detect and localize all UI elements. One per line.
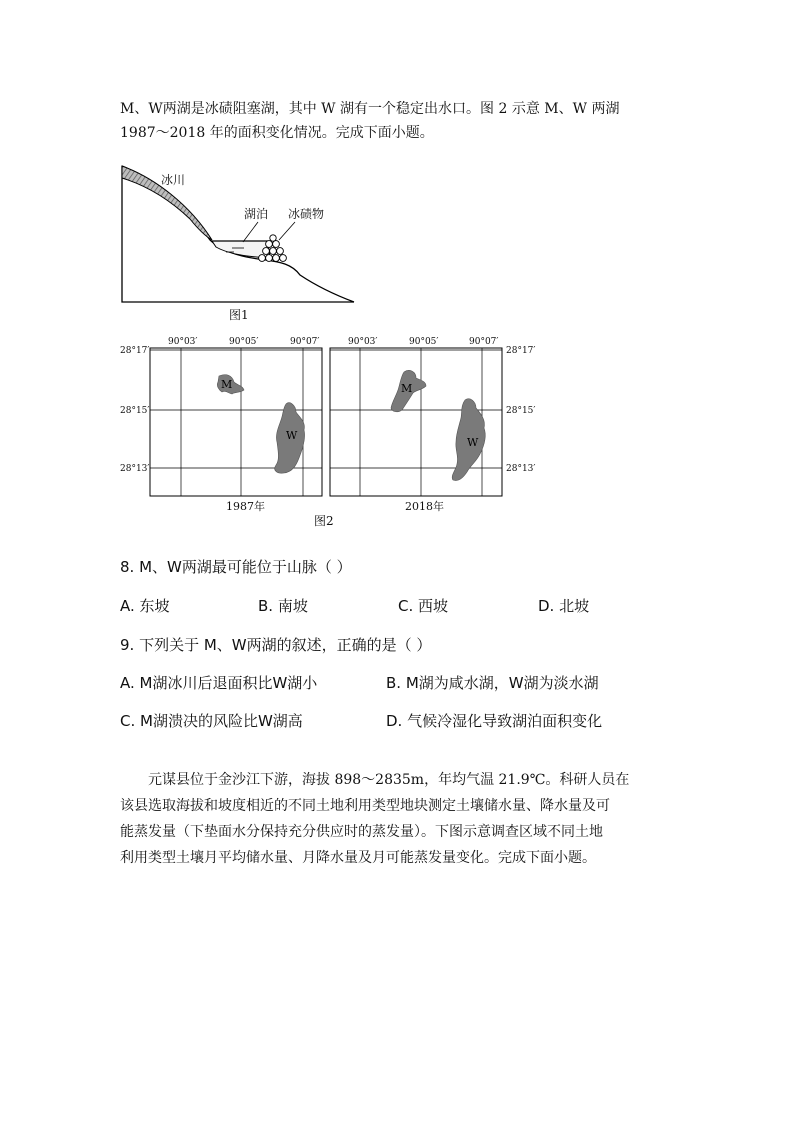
intro2-line-2: 该县选取海拔和坡度相近的不同土地利用类型地块测定土壤储水量、降水量及可	[120, 798, 610, 814]
q9-option-b[interactable]: B. M湖为咸水湖，W湖为淡水湖	[386, 674, 599, 692]
q8-option-d[interactable]: D. 北坡	[538, 597, 590, 615]
figure-1-caption: 图1	[229, 308, 249, 322]
tick-lon-1-left: 90°03′	[168, 337, 198, 347]
q9-option-d[interactable]: D. 气候冷湿化导致湖泊面积变化	[386, 712, 603, 730]
q8-option-b[interactable]: B. 南坡	[258, 597, 308, 615]
tick-lon-3-left: 90°07′	[290, 337, 320, 347]
figure-2-caption: 图2	[314, 514, 334, 528]
intro2-line-1: 元谋县位于金沙江下游，海拔 898～2835m，年均气温 21.9℃。科研人员在	[148, 772, 630, 788]
tick-lat-3-right: 28°13′	[506, 464, 536, 474]
intro-line-1: M、W两湖是冰碛阻塞湖，其中 W 湖有一个稳定出水口。图 2 示意 M、W 两湖	[120, 101, 620, 117]
label-lake: 湖泊	[244, 207, 269, 221]
q8-option-a[interactable]: A. 东坡	[120, 597, 170, 615]
tick-lon-2-right: 90°05′	[409, 337, 439, 347]
figure-2	[0, 330, 794, 535]
intro2-line-3: 能蒸发量（下垫面水分保持充分供应时的蒸发量）。下图示意调查区域不同土地	[120, 824, 603, 840]
question-9-stem: 9. 下列关于 M、W两湖的叙述，正确的是（ ）	[120, 636, 432, 654]
tick-lon-2-left: 90°05′	[229, 337, 259, 347]
q9-option-a[interactable]: A. M湖冰川后退面积比W湖小	[120, 674, 318, 692]
year-label-1987: 1987年	[226, 500, 265, 513]
intro2-line-4: 利用类型土壤月平均储水量、月降水量及月可能蒸发量变化。完成下面小题。	[120, 850, 596, 866]
label-m-2018: M	[401, 382, 413, 395]
map-panel-2018	[330, 337, 535, 513]
figure-1	[0, 0, 794, 330]
tick-lon-1-right: 90°03′	[348, 337, 378, 347]
tick-lat-1-left: 28°17′	[120, 346, 150, 356]
label-w-1987: W	[286, 429, 298, 442]
tick-lat-1-right: 28°17′	[506, 346, 536, 356]
question-8-stem: 8. M、W两湖最可能位于山脉（ ）	[120, 558, 352, 576]
q9-option-c[interactable]: C. M湖溃决的风险比W湖高	[120, 712, 303, 730]
label-m-1987: M	[221, 378, 233, 391]
q8-option-c[interactable]: C. 西坡	[398, 597, 449, 615]
label-moraine: 冰碛物	[288, 207, 325, 221]
label-w-2018: W	[467, 436, 479, 449]
tick-lon-3-right: 90°07′	[469, 337, 499, 347]
tick-lat-2-left: 28°15′	[120, 406, 150, 416]
map-panel-1987	[120, 337, 322, 513]
year-label-2018: 2018年	[405, 500, 444, 513]
tick-lat-3-left: 28°13′	[120, 464, 150, 474]
tick-lat-2-right: 28°15′	[506, 406, 536, 416]
label-glacier: 冰川	[161, 173, 186, 187]
intro-line-2: 1987～2018 年的面积变化情况。完成下面小题。	[120, 125, 434, 141]
